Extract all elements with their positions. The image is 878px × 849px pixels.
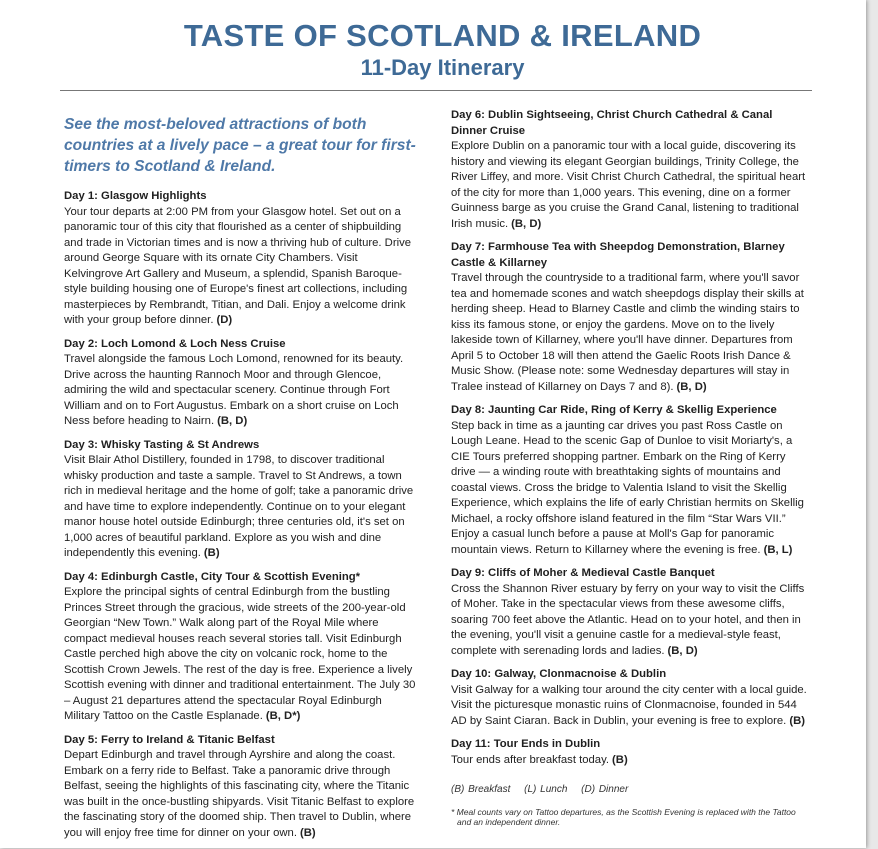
day-meals: (D) [216,314,233,326]
day-meals: (B) [789,714,805,727]
day-block [451,108,811,232]
day-block [64,570,418,725]
legend-lunch: (L) Lunch [524,784,568,795]
day-title: Day 10: Galway, Clonmacnoise & Dublin [451,668,667,680]
day-description: Step back in time as a jaunting car drives you past Ross Castle on Lough Leane. Head to the scenic Gap of Dunloe to visit Moriarty's, a CIE Tours preferred shopping partner. Embark on the Ring of Kerry drive — a winding route with breathtaking sights of mountains and coastal views. Cross the bridge to Valentia Island to visit the Skellig Experience, which explains the life of early Christian hermits on Skellig Michael, a rocky offshore island featured in the film “Star Wars VII.” Enjoy a casual lunch before a pause at Moll's Gap for panoramic mountain views. Return to Killarney where the evening is free. [451,419,804,556]
day-block [64,337,418,430]
day-meals: (B, D) [676,380,707,393]
day-block [451,566,811,659]
footnote: * Meal counts vary on Tattoo departures, as the Scottish Evening is replaced with the Tattoo and an independent dinner. [451,806,796,827]
day-title: Day 9: Cliffs of Moher & Medieval Castle Banquet [451,567,715,579]
day-meals: (B, L) [763,543,793,556]
day-title: Day 2: Loch Lomond & Loch Ness Cruise [64,337,286,350]
right-day-list [451,108,811,768]
intro-text: See the most-beloved attractions of both countries at a lively pace – a great tour for first-timers to Scotland & Ireland. [64,116,416,175]
day-title: Day 11: Tour Ends in Dublin [451,738,601,750]
day-description: Travel through the countryside to a traditional farm, where you'll savor tea and homemade scones and watch sheepdogs display their skills at herding sheep. Head to Blarney Castle and climb the winding stairs to kiss its famous stone, or enjoy the gardens. Move on to the lively lakeside town of Killarney, where you'll have dinner. Departures from April 5 to October 18 will then attend the Gaelic Roots Irish Dance & Music Show. (Please note: some Wednesday departures will stay in Tralee instead of Killarney on Days 7 and 8). [451,272,804,393]
day-meals: (B) [612,753,628,766]
day-meals: (B, D) [511,217,542,230]
day-title: Day 1: Glasgow Highlights [64,190,207,202]
right-column [451,108,811,827]
legend-dinner: (D) Dinner [581,784,629,795]
day-title: Day 8: Jaunting Car Ride, Ring of Kerry & Skellig Experience [451,404,777,416]
legend-breakfast: (B) Breakfast [451,784,511,795]
day-description: Visit Galway for a walking tour around the city center with a local guide. Visit the picturesque monastic ruins of Clonmacnoise, founded in 544 AD by Saint Ciaran. Back in Dublin, your evening is free to explore. [451,683,807,727]
day-block [451,403,811,558]
day-title: Day 5: Ferry to Ireland & Titanic Belfast [64,733,275,746]
day-description: Tour ends after breakfast today. [451,753,610,766]
meal-legend [451,782,811,798]
day-meals: (B, D) [217,415,248,427]
day-description: Depart Edinburgh and travel through Ayrshire and along the coast. Embark on a ferry ride to Belfast. Take a panoramic drive through Belfast, seeing the highlights of this fascinating city, where the Titanic was built in the once-bustling shipyards. Visit Titanic Belfast to explore the fascinating story of the doomed ship. Then travel to Dublin, where you will enjoy free time for dinner on your own. [64,749,415,839]
day-title: Day 7: Farmhouse Tea with Sheepdog Demonstration, Blarney Castle & Killarney [451,241,785,269]
header [55,18,830,82]
day-block [451,667,811,729]
day-meals: (B, D*) [265,710,301,722]
day-title: Day 4: Edinburgh Castle, City Tour & Scottish Evening* [64,570,361,583]
day-meals: (B) [299,826,316,839]
day-block [64,733,418,842]
left-day-list [64,189,418,841]
day-block [451,240,811,395]
day-meals: (B) [203,547,220,559]
day-description: Explore the principal sights of central Edinburgh from the bustling Princes Street through the gracious, wide streets of the 200-year-old Georgian “New Town.” Walk along part of the Royal Mile where compact medieval houses reach several stories tall. Visit Edinburgh Castle perched high above the city on volcanic rock, home to the Scottish Crown Jewels. The rest of the day is free. Experience a lively Scottish evening with dinner and traditional entertainment. The July 30 – August 21 departures attend the spectacular Royal Edinburgh Military Tattoo on the Castle Esplanade. [64,586,416,722]
day-description: Your tour departs at 2:00 PM from your Glasgow hotel. Set out on a panoramic tour of this city that flourished as a center of shipbuilding and trade in Victorian times and is now a thriving hub of culture. Drive around George Square with its ornate City Chambers. Visit Kelvingrove Art Gallery and Museum, a splendid, Spanish Baroque-style building housing one of Europe's finest art collections, including masterpieces by Rembrandt, Titian, and Dali. Enjoy a welcome drink with your group before dinner. [64,205,412,326]
day-block [64,189,418,329]
day-title: Day 3: Whisky Tasting & St Andrews [64,438,260,451]
day-description: Explore Dublin on a panoramic tour with a local guide, discovering its history and viewing its elegant Georgian buildings, Trinity College, the River Liffey, and more. Visit Christ Church Cathedral, the spiritual heart of the city for more than 1,000 years. This evening, dine on a former Guinness barge as you cruise the Grand Canal, listening to traditional Irish music. [451,140,806,230]
left-column [64,108,418,849]
day-title: Day 6: Dublin Sightseeing, Christ Church Cathedral & Canal Dinner Cruise [451,109,773,137]
day-block [451,737,811,768]
day-block [64,438,418,562]
day-description: Cross the Shannon River estuary by ferry on your way to visit the Cliffs of Moher. Take in the spectacular views from these awesome cliffs, soaring 700 feet above the Atlantic. Head on to your hotel, and then in the evening, you'll visit a genuine castle for a medieval-style feast, complete with serenading lords and ladies. [451,582,805,657]
day-meals: (B, D) [667,644,698,657]
day-description: Travel alongside the famous Loch Lomond, renowned for its beauty. Drive across the haunting Rannoch Moor and through Glencoe, admiring the wild and spectacular scenery. Continue through Fort William and on to Fort Augustus. Embark on a short cruise on Loch Ness before heading to Nairn. [64,353,404,427]
day-description: Visit Blair Athol Distillery, founded in 1798, to discover traditional whisky production and taste a sample. Travel to St Andrews, a town rich in medieval heritage and the home of golf; take a panoramic drive and have time to explore independently. Continue on to your elegant manor house hotel outside Edinburgh; three centuries old, it's set on 1,000 acres of beautiful parkland. Explore as you wish and dine independently this evening. [64,454,414,559]
page-subtitle: 11-Day Itinerary [360,55,525,80]
page-title: TASTE OF SCOTLAND & IRELAND [183,18,702,53]
header-divider [60,90,812,91]
